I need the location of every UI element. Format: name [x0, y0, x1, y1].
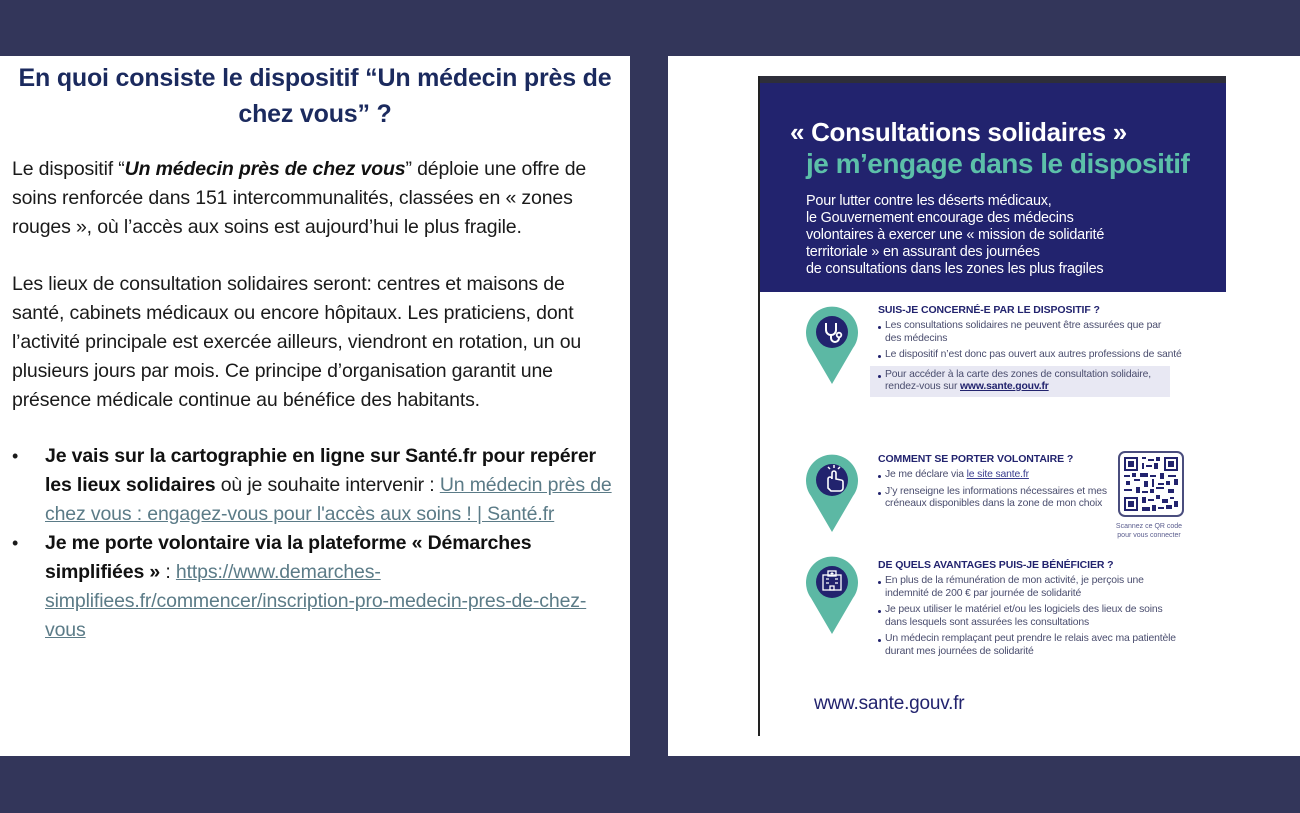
poster-intro	[790, 193, 1226, 278]
intro-line: de consultations dans les zones les plus fragiles	[806, 261, 1104, 277]
poster-title: « Consultations solidaires »	[790, 117, 1127, 147]
section-item	[878, 469, 1108, 482]
qr-code-icon	[1124, 457, 1178, 511]
highlight-text: Pour accéder à la carte des zones de consultation solidaire, rendez-vous sur	[885, 368, 1151, 392]
section-title: DE QUELS AVANTAGES PUIS-JE BÉNÉFICIER ?	[878, 559, 1114, 571]
poster	[758, 76, 1226, 736]
poster-top-bar	[760, 76, 1226, 83]
bullet-bold-text: Je vais sur la cartographie en ligne sur Santé.fr pour repérer les lieux solidaires	[45, 445, 596, 496]
poster-header	[760, 83, 1226, 292]
intro-line: le Gouvernement encourage des médecins	[806, 210, 1074, 226]
right-panel	[668, 56, 1300, 756]
sante-gouv-link[interactable]: www.sante.gouv.fr	[960, 381, 1049, 392]
section-item: En plus de la rémunération de mon activité, je perçois une indemnité de 200 € par journée de solidarité	[878, 575, 1183, 600]
intro-line: territoriale » en assurant des journées	[806, 244, 1040, 260]
stethoscope-icon	[806, 306, 858, 384]
left-panel	[0, 56, 630, 756]
section-item: Les consultations solidaires ne peuvent être assurées que par des médecins	[878, 320, 1178, 345]
section-content	[878, 453, 1108, 511]
section-title: SUIS-JE CONCERNÉ-E PAR LE DISPOSITIF ?	[878, 304, 1100, 316]
qr-caption-line: pour vous connecter	[1117, 532, 1181, 539]
locations-paragraph: Les lieux de consultation solidaires seront: centres et maisons de santé, cabinets médicaux ou encore hôpitaux. Les praticiens, dont l’activité principale est exercée ailleurs, viendront en rotation, un ou plusieurs jours par mois. Ce principe d’organisation garantit une présence médicale continue au bénéfice des habitants.	[12, 273, 582, 411]
sante-fr-site-link[interactable]: le site sante.fr	[966, 469, 1029, 480]
section-title: COMMENT SE PORTER VOLONTAIRE ?	[878, 453, 1074, 465]
section-item: Le dispositif n’est donc pas ouvert aux autres professions de santé	[878, 349, 1188, 362]
section-content	[878, 559, 1183, 658]
hand-pointer-icon	[806, 454, 858, 532]
hospital-icon	[806, 556, 858, 634]
intro-line: volontaires à exercer une « mission de solidarité	[806, 227, 1105, 243]
bullet-text: où je souhaite intervenir :	[215, 474, 440, 496]
qr-caption-line: Scannez ce QR code	[1115, 523, 1183, 530]
qr-caption	[1107, 522, 1191, 540]
page-title: En quoi consiste le dispositif “Un médecin près de chez vous” ?	[18, 64, 612, 128]
qr-code[interactable]	[1118, 451, 1184, 517]
action-list	[12, 442, 618, 645]
list-item-cartography	[12, 442, 618, 529]
demarches-simplifiees-link[interactable]: https://www.demarches-simplifiees.fr/commencer/inscription-pro-medecin-pres-de-chez-vous	[45, 561, 587, 641]
bullet-bold-text: Je me porte volontaire via la plateforme « Démarches simplifiées »	[45, 532, 532, 583]
poster-subtitle: je m’engage dans le dispositif	[806, 148, 1190, 179]
intro-paragraph	[12, 155, 618, 242]
item-text: Je me déclare via	[885, 469, 967, 480]
poster-footer-url[interactable]: www.sante.gouv.fr	[814, 693, 965, 714]
section-item: Je peux utiliser le matériel et/ou les logiciels des lieux de soins dans lesquels sont assurées les consultations	[878, 604, 1183, 629]
sante-fr-link[interactable]: Un médecin près de chez vous : engagez-vous pour l'accès aux soins ! | Santé.fr	[45, 474, 612, 525]
section-item: J’y renseigne les informations nécessaires et mes créneaux disponibles dans la zone de mon choix	[878, 486, 1108, 511]
section-content	[878, 304, 1188, 397]
intro-line: Pour lutter contre les déserts médicaux,	[806, 193, 1052, 209]
section-item: Un médecin remplaçant peut prendre le relais avec ma patientèle durant mes journées de solidarité	[878, 633, 1183, 658]
list-item-volunteer	[12, 529, 618, 645]
bullet-text: :	[160, 561, 176, 583]
intro-prefix: Le dispositif “	[12, 158, 125, 180]
section-item-highlight	[870, 366, 1170, 397]
intro-suffix: ” déploie une offre de soins renforcée dans 151 intercommunalités, classées en « zones rouges », où l’accès aux soins est aujourd’hui le plus fragile.	[12, 158, 587, 238]
program-name-emphasis: Un médecin près de chez vous	[124, 158, 406, 180]
